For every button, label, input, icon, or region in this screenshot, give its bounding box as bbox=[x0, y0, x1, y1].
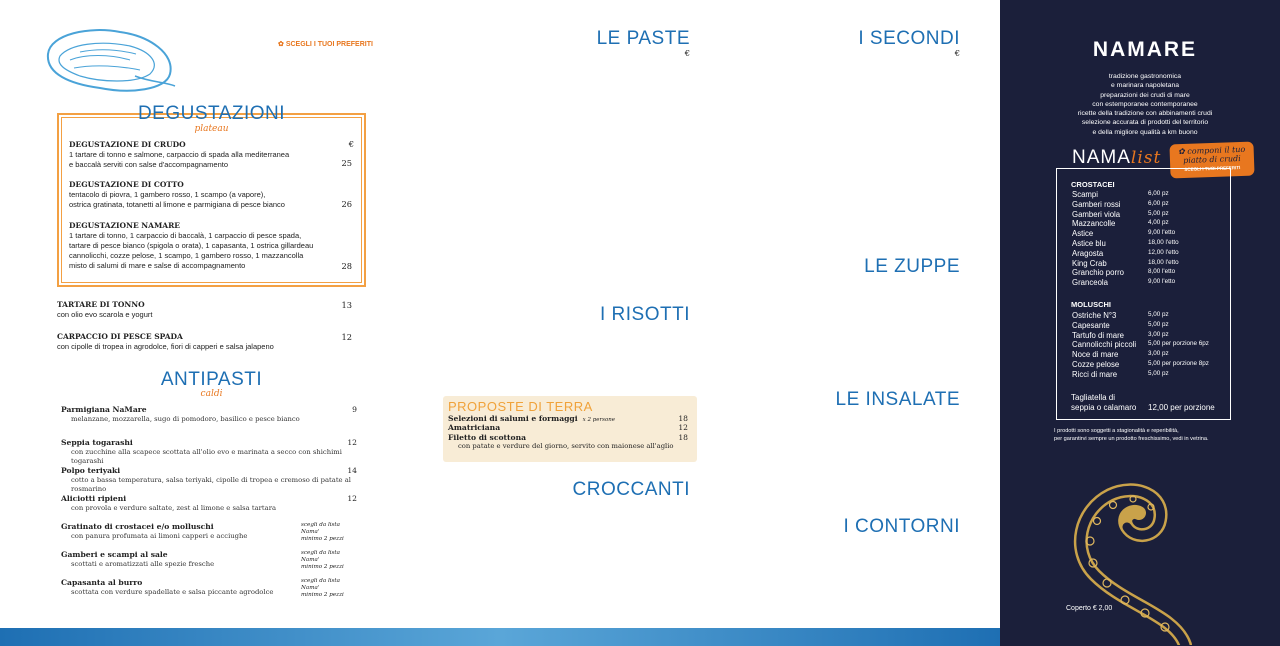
price-note: minimo 2 pezzi bbox=[301, 564, 344, 570]
namalist-item-price: 5,00 pz bbox=[1148, 369, 1169, 377]
namalist-item-name: Astice blu bbox=[1072, 239, 1106, 248]
menu-item bbox=[61, 466, 357, 495]
proposte-di-terra-box bbox=[443, 396, 697, 462]
item-price: 12 bbox=[347, 494, 357, 503]
item-price bbox=[301, 550, 357, 571]
tagliatella-price: 12,00 per porzione bbox=[1148, 403, 1215, 412]
insalate-title: LE INSALATE bbox=[835, 389, 960, 410]
componi-badge: ✿ componi il tuo piatto di crudi SCEGLI I TUOI PREFERITI bbox=[1169, 142, 1254, 179]
croccanti-title: CROCCANTI bbox=[572, 479, 690, 500]
item-price: 12 bbox=[678, 423, 688, 432]
menu-item bbox=[61, 494, 357, 513]
degustazione-cotto: DEGUSTAZIONE DI COTTO tentacolo di piovra, 1 gambero rosso, 1 scampo (a vapore), ostrica gratinata, totanetti al limone e parmigiana di pesce bianco bbox=[69, 180, 285, 209]
menu-column-1 bbox=[0, 0, 415, 646]
namalist-item-price: 18,00 l'etto bbox=[1148, 258, 1179, 266]
item-price bbox=[301, 578, 357, 599]
scegli-badge: ✿ SCEGLI I TUOI PREFERITI bbox=[278, 41, 373, 48]
degustazione-namare: DEGUSTAZIONE NAMARE 1 tartare di tonno, 1 carpaccio di baccalà, 1 carpaccio di pesce spada, tartare di pesce bianco (spigola o orata), 1 capasanta, 1 ostrica gillardeau cannolicchi, cozze pelose, 1 scampo, 1 gambero rosso, 1 mazzancolla misto di salumi di mare e salse di accompagnamento bbox=[69, 221, 314, 270]
zuppe-title: LE ZUPPE bbox=[864, 256, 960, 277]
octopus-tentacle-illustration bbox=[1065, 455, 1205, 645]
namalist-item-name: Tartufo di mare bbox=[1072, 330, 1125, 340]
molluschi-title: MOLUSCHI bbox=[1071, 300, 1111, 309]
namalist-item-price: 9,00 l'etto bbox=[1148, 229, 1176, 237]
namalist-item-price: 18,00 l'etto bbox=[1148, 239, 1179, 246]
menu-item bbox=[61, 405, 357, 424]
tagline bbox=[1000, 72, 1280, 137]
tagline-line: con estemporanee contemporanee bbox=[1092, 100, 1198, 108]
coperto: Coperto € 2,00 bbox=[1066, 605, 1113, 612]
price-label: scegli da lista Nama' bbox=[301, 550, 340, 563]
namalist-item-name: Gamberi viola bbox=[1072, 209, 1121, 219]
namalist-item-name: Aragosta bbox=[1072, 248, 1104, 258]
terra-item bbox=[448, 423, 688, 432]
item-name: Capasanta al burro bbox=[61, 578, 143, 587]
tagline-line: selezione accurata di prodotti del territorio bbox=[1081, 119, 1209, 127]
namalist-item-price: 5,00 pz bbox=[1148, 320, 1169, 328]
price: 28 bbox=[341, 261, 352, 271]
namalist-item-name: Gamberi rossi bbox=[1072, 199, 1121, 209]
namalist-item-price: 4,00 pz bbox=[1148, 219, 1169, 227]
namare-panel bbox=[1000, 0, 1280, 646]
namalist-item-name: Capesante bbox=[1072, 320, 1110, 330]
item-name: Parmigiana NaMare bbox=[61, 405, 147, 414]
namalist-item-name: Ricci di mare bbox=[1072, 369, 1118, 379]
item-name: Gamberi e scampi al sale bbox=[61, 550, 168, 559]
item-name: Aliciotti ripieni bbox=[61, 494, 127, 503]
item-desc: scottati e aromatizzati alle spezie fresche bbox=[71, 559, 215, 568]
degustazioni-subtitle: plateau bbox=[194, 124, 229, 134]
namalist-item-name: Astice bbox=[1072, 229, 1094, 239]
namalist-item-price: 5,00 per porzione 6pz bbox=[1148, 340, 1209, 348]
price-label: scegli da lista Nama' bbox=[301, 578, 340, 591]
namalist-item-price: 5,00 per porzione 8pz bbox=[1148, 360, 1209, 367]
item-desc: scottata con verdure spadellate e salsa piccante agrodolce bbox=[71, 587, 274, 596]
item-desc: con panura profumata ai limoni capperi e acciughe bbox=[71, 531, 248, 540]
item-name: Selezioni di salumi e formaggi bbox=[448, 414, 578, 423]
price: 13 bbox=[341, 300, 352, 310]
item-price: 12 bbox=[347, 438, 357, 447]
tagline-line: e marinara napoletana bbox=[1110, 82, 1179, 90]
namalist-item-price: 3,00 pz bbox=[1148, 350, 1169, 358]
item-price bbox=[301, 522, 357, 543]
degustazioni-currency: € bbox=[348, 139, 354, 149]
item-name: Amatriciana bbox=[448, 423, 501, 432]
menu-item bbox=[61, 438, 357, 467]
namalist-item-name: Granceola bbox=[1072, 278, 1108, 288]
namalist-item-name: Mazzancolle bbox=[1072, 219, 1116, 229]
namalist-item-name: Scampi bbox=[1072, 190, 1098, 199]
item-name: Polpo teriyaki bbox=[61, 466, 121, 475]
item-desc: con provola e verdure saltate, zest al limone e salsa tartara bbox=[71, 503, 277, 512]
paste-currency: € bbox=[684, 48, 690, 58]
namalist-item-price: 8,00 l'etto bbox=[1148, 268, 1176, 276]
crostacei-title: CROSTACEI bbox=[1071, 180, 1115, 189]
namalist-item-name: Cannolicchi piccoli bbox=[1072, 340, 1137, 350]
item-price: 14 bbox=[347, 466, 357, 475]
price-note: minimo 2 pezzi bbox=[301, 536, 344, 542]
bottom-wave-bar bbox=[0, 628, 1000, 646]
item-desc: cotto a bassa temperatura, salsa teriyaki, cipolle di tropea e cremoso di patate al rosmarino bbox=[71, 475, 351, 493]
price: 26 bbox=[341, 199, 352, 209]
tagliatella-item: Tagliatella di seppia o calamaro bbox=[1071, 393, 1137, 412]
antipasti-subtitle: caldi bbox=[200, 389, 223, 399]
namalist-item-price: 3,00 pz bbox=[1148, 330, 1169, 338]
namalist-item-price: 9,00 l'etto bbox=[1148, 278, 1176, 286]
namalist-item-price: 5,00 pz bbox=[1148, 209, 1169, 217]
menu-column-2 bbox=[415, 0, 705, 646]
terra-item bbox=[448, 433, 688, 451]
item-desc: con zucchine alla scapece scottata all'olio evo e marinata a secco con shichimi togarashi bbox=[71, 447, 342, 465]
brand-title: NAMARE bbox=[1092, 38, 1198, 61]
namalist-item-name: Granchio porro bbox=[1072, 268, 1125, 278]
tagline-line: tradizione gastronomica bbox=[1108, 73, 1182, 80]
namalist-item-price: 6,00 pz bbox=[1148, 190, 1169, 197]
degustazione-crudo: DEGUSTAZIONE DI CRUDO 1 tartare di tonno e salmone, carpaccio di spada alla mediterranea e baccalà serviti con salse d'accompagnamento bbox=[69, 140, 290, 169]
menu-item bbox=[61, 550, 357, 569]
namalist-item-name: King Crab bbox=[1072, 258, 1107, 268]
tagline-line: preparazioni dei crudi di mare bbox=[1100, 91, 1190, 99]
tagline-line: e della migliore qualità a km buono bbox=[1092, 128, 1198, 136]
item-name: Gratinato di crostacei e/o molluschi bbox=[61, 522, 214, 531]
contorni-title: I CONTORNI bbox=[843, 516, 960, 537]
item-desc: melanzane, mozzarella, sugo di pomodoro, basilico e pesce bianco bbox=[71, 414, 300, 423]
menu-column-3 bbox=[705, 0, 1000, 646]
item-price: 9 bbox=[352, 405, 357, 414]
item-name: Filetto di scottona bbox=[448, 433, 527, 442]
price-note: minimo 2 pezzi bbox=[301, 592, 344, 598]
price: 25 bbox=[341, 158, 352, 168]
price-label: scegli da lista Nama' bbox=[301, 522, 340, 535]
menu-item bbox=[61, 522, 357, 541]
menu-item bbox=[61, 578, 357, 597]
price: 12 bbox=[341, 332, 352, 342]
namalist-item-name: Noce di mare bbox=[1072, 350, 1119, 360]
item-price: 18 bbox=[678, 414, 688, 423]
namalist-item-name: Ostriche N°3 bbox=[1072, 311, 1117, 320]
namalist-logo: NAMAlist bbox=[1072, 147, 1162, 168]
terra-title: PROPOSTE DI TERRA bbox=[448, 399, 593, 414]
tartare-di-tonno: TARTARE DI TONNO con olio evo scarola e yogurt bbox=[57, 300, 153, 319]
tagline-line: ricette della tradizione con abbinamenti crudi bbox=[1077, 110, 1213, 118]
item-price: 18 bbox=[678, 433, 688, 442]
risotti-title: I RISOTTI bbox=[600, 304, 690, 325]
item-name: Seppia togarashi bbox=[61, 438, 133, 447]
namalist-item-name: Cozze pelose bbox=[1072, 360, 1120, 369]
namalist-item-price: 6,00 pz bbox=[1148, 199, 1169, 207]
paste-title: LE PASTE bbox=[596, 28, 690, 49]
namalist-item-price: 12,00 l'etto bbox=[1148, 248, 1179, 256]
secondi-title: I SECONDI bbox=[858, 28, 960, 49]
namalist-item-price: 5,00 pz bbox=[1148, 311, 1169, 318]
degustazioni-title: DEGUSTAZIONI bbox=[137, 103, 286, 124]
secondi-currency: € bbox=[954, 48, 960, 58]
antipasti-title: ANTIPASTI bbox=[160, 369, 263, 390]
item-desc: con patate e verdure del giorno, servito con maionese all'aglio bbox=[458, 442, 674, 450]
oyster-illustration bbox=[40, 24, 180, 96]
item-note: x 2 persone bbox=[582, 417, 616, 423]
carpaccio-pesce-spada: CARPACCIO DI PESCE SPADA con cipolle di tropea in agrodolce, fiori di capperi e salsa jalapeno bbox=[57, 332, 274, 351]
availability-note: I prodotti sono soggetti a stagionalità e reperibilità, per garantirvi sempre un prodotto freschissimo, vedi in vetrina. bbox=[1054, 428, 1209, 442]
